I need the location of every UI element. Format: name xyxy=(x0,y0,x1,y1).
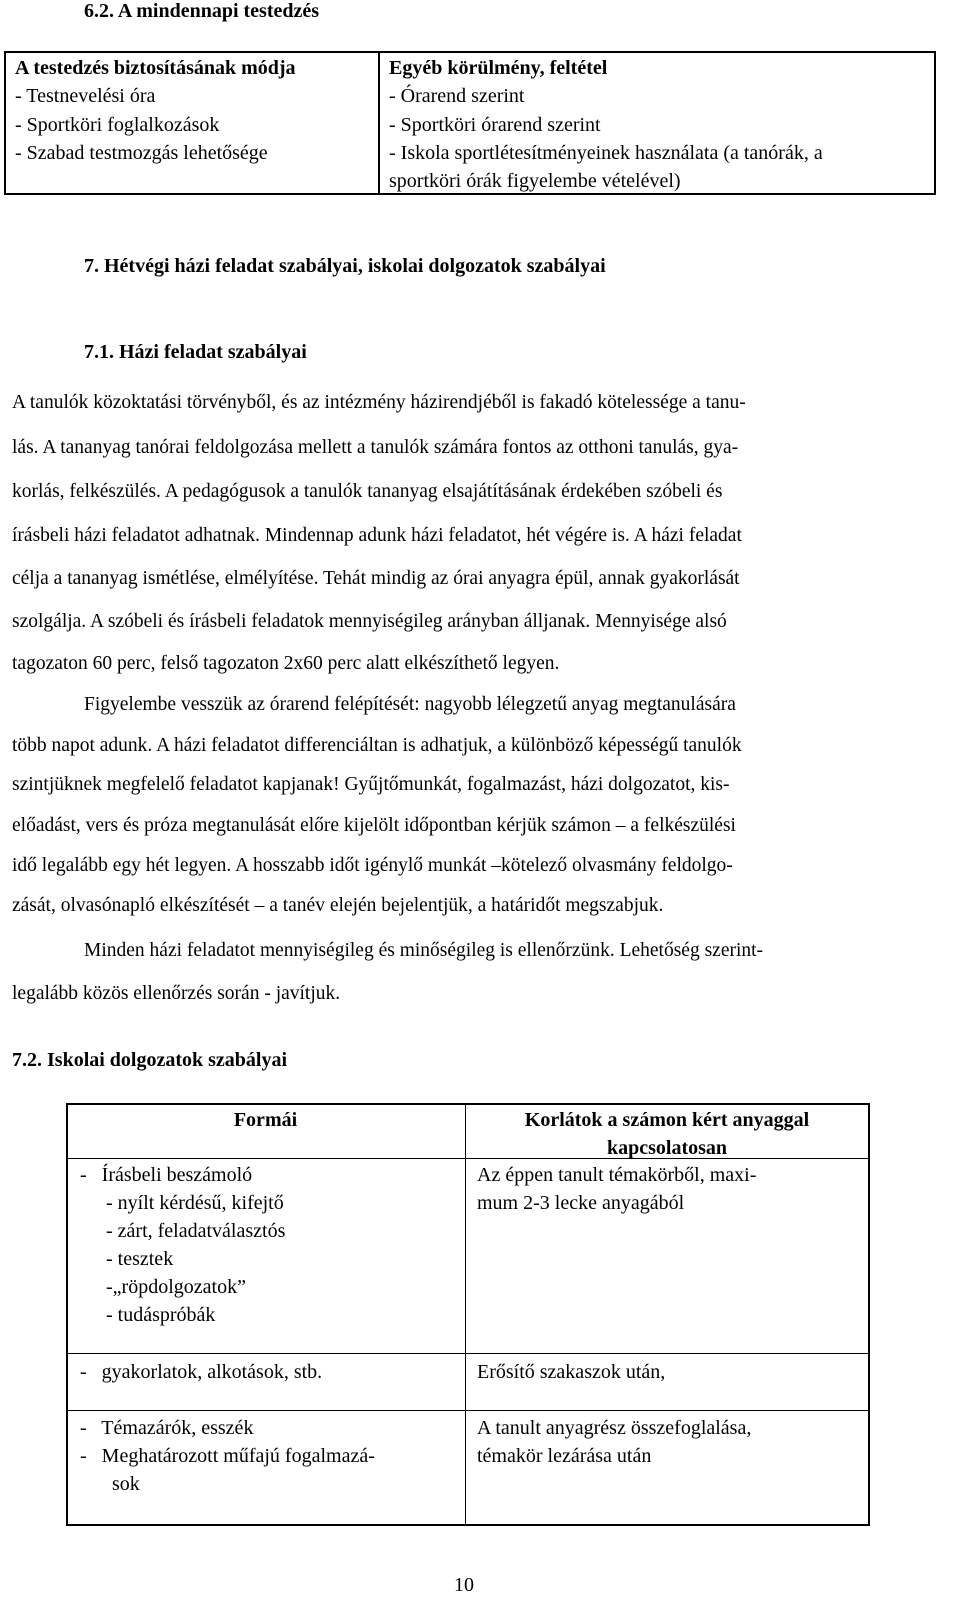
paragraph-line: zását, olvasónapló elkészítését – a tanév elején bejelentjük, a határidőt megszabjuk. xyxy=(12,895,664,916)
table2-row1-right-line: mum 2-3 lecke anyagából xyxy=(477,1192,685,1214)
table2-row3-left-line: - Meghatározott műfajú fogalmazá- xyxy=(80,1445,375,1467)
paragraph-line: szolgálja. A szóbeli és írásbeli feladatok mennyiségileg arányban álljanak. Mennyisége alsó xyxy=(12,611,727,632)
table2-row2-left: - gyakorlatok, alkotások, stb. xyxy=(80,1361,323,1383)
section-7-1-title: 7.1. Házi feladat szabályai xyxy=(84,341,307,363)
table2-row-divider xyxy=(66,1410,870,1411)
table1-row3-right-line2: sportköri órák figyelembe vételével) xyxy=(389,170,681,192)
paragraph-line: előadást, vers és próza megtanulását előre kijelölt időpontban kérjük számon – a felkészülési xyxy=(12,815,736,836)
table2-header-left: Formái xyxy=(233,1109,298,1131)
table2-middle-border xyxy=(465,1103,466,1526)
table1-header-left: A testedzés biztosításának módja xyxy=(15,57,296,79)
paragraph-line: célja a tananyag ismétlése, elmélyítése. Tehát mindig az órai anyagra épül, annak gyakorlását xyxy=(12,568,740,589)
paragraph-line: szintjüknek megfelelő feladatot kapjanak! Gyűjtőmunkát, fogalmazást, házi dolgozatot, kis- xyxy=(12,774,730,795)
table2-row1-left-line: - tesztek xyxy=(106,1248,174,1270)
table1-middle-border xyxy=(378,51,380,195)
table2-row1-left-line: - tudáspróbák xyxy=(106,1304,216,1326)
paragraph-line: tagozaton 60 perc, felső tagozaton 2x60 perc alatt elkészíthető legyen. xyxy=(12,653,560,674)
table1-row3-right-line1: - Iskola sportlétesítményeinek használata (a tanórák, a xyxy=(389,142,823,164)
paragraph-line: A tanulók közoktatási törvényből, és az intézmény házirendjéből is fakadó kötelessége a tanu- xyxy=(12,392,746,413)
paragraph-line: Figyelembe vesszük az órarend felépítését: nagyobb lélegzetű anyag megtanulására xyxy=(84,694,736,715)
table2-top-border xyxy=(66,1103,870,1105)
table1-row3-left: - Szabad testmozgás lehetősége xyxy=(15,142,268,164)
section-6-2-title: 6.2. A mindennapi testedzés xyxy=(84,0,320,22)
table2-row3-left-line: sok xyxy=(112,1473,140,1495)
table1-row2-left: - Sportköri foglalkozások xyxy=(15,114,220,136)
table1-header-right: Egyéb körülmény, feltétel xyxy=(389,57,608,79)
table1-row1-right: - Órarend szerint xyxy=(389,85,525,107)
page-number: 10 xyxy=(454,1574,474,1596)
table2-bottom-border xyxy=(66,1524,870,1526)
table1-top-border xyxy=(4,51,936,53)
table2-right-border xyxy=(868,1103,870,1526)
paragraph-line: több napot adunk. A házi feladatot differenciáltan is adhatjuk, a különböző képességű tanulók xyxy=(12,735,742,756)
table2-header-right-line1: Korlátok a számon kért anyaggal xyxy=(524,1109,810,1131)
paragraph-line: korlás, felkészülés. A pedagógusok a tanulók tananyag elsajátításának érdekében szóbeli és xyxy=(12,481,723,502)
table2-row1-left-line: -„röpdolgozatok” xyxy=(106,1276,246,1298)
table2-row1-right-line: Az éppen tanult témakörből, maxi- xyxy=(477,1164,757,1186)
paragraph-line: idő legalább egy hét legyen. A hosszabb időt igénylő munkát –kötelező olvasmány feldolgo- xyxy=(12,855,733,876)
table1-left-border xyxy=(4,51,6,195)
table2-row3-right-line: A tanult anyagrész összefoglalása, xyxy=(477,1417,752,1439)
paragraph-line: Minden házi feladatot mennyiségileg és minőségileg is ellenőrzünk. Lehetőség szerint- xyxy=(84,940,764,961)
table1-row1-left: - Testnevelési óra xyxy=(15,85,156,107)
table1-row2-right: - Sportköri órarend szerint xyxy=(389,114,601,136)
table1-right-border xyxy=(934,51,936,195)
paragraph-line: legalább közös ellenőrzés során - javítjuk. xyxy=(12,983,341,1004)
table2-row3-left-line: - Témazárók, esszék xyxy=(80,1417,254,1439)
table2-left-border xyxy=(66,1103,68,1526)
table2-row1-left-line: - nyílt kérdésű, kifejtő xyxy=(106,1192,284,1214)
table2-header-right-line2: kapcsolatosan xyxy=(606,1137,728,1159)
table2-row2-right: Erősítő szakaszok után, xyxy=(477,1361,666,1383)
table2-row-divider xyxy=(66,1353,870,1354)
paragraph-line: lás. A tananyag tanórai feldolgozása mellett a tanulók számára fontos az otthoni tanulás, gya- xyxy=(12,437,739,458)
table2-row3-right-line: témakör lezárása után xyxy=(477,1445,652,1467)
paragraph-line: írásbeli házi feladatot adhatnak. Mindennap adunk házi feladatot, hét végére is. A házi feladat xyxy=(12,525,742,546)
table2-row1-left-line: - zárt, feladatválasztós xyxy=(106,1220,286,1242)
table2-row1-left-line: - Írásbeli beszámoló xyxy=(80,1164,253,1186)
section-7-title: 7. Hétvégi házi feladat szabályai, iskolai dolgozatok szabályai xyxy=(84,255,606,277)
section-7-2-title: 7.2. Iskolai dolgozatok szabályai xyxy=(12,1049,288,1071)
